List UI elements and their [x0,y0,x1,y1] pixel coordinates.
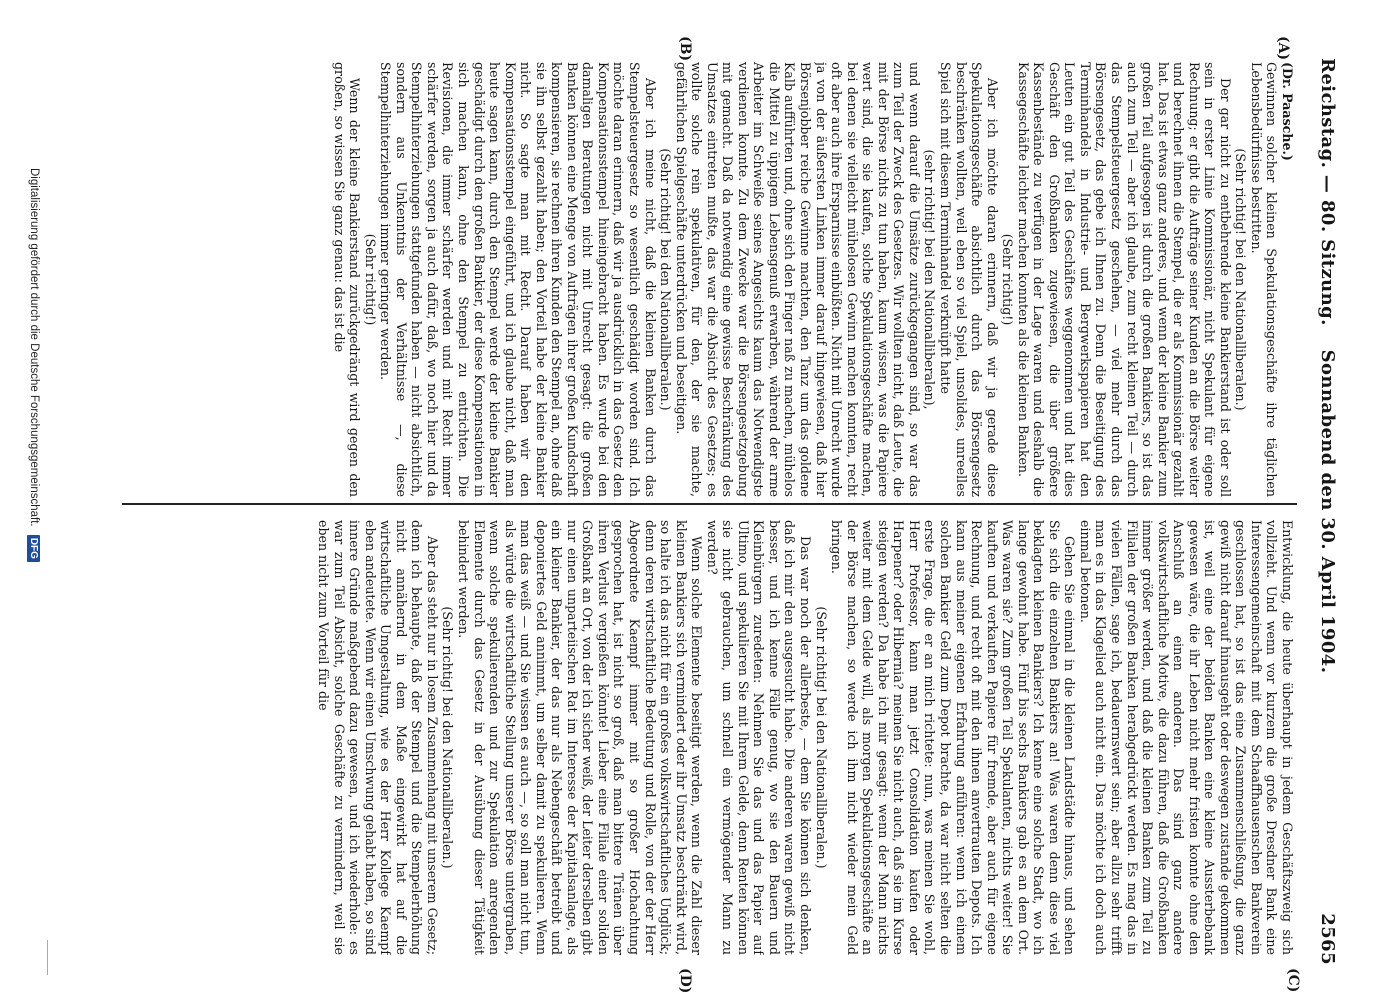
interjection: (Sehr richtig! bei den Nationalliberalen.) [1233,148,1249,411]
header-date: Sonnabend den 30. April 1904. [1317,349,1338,674]
paragraph: Gewinnen solcher kleinen Spekulationsgeschäfte ihre täglichen Lebensbedürfnisse bestritten. [1248,62,1280,497]
header-session: Reichstag. — 80. Sitzung. [1317,58,1338,326]
interjection: (Sehr richtig!) [1000,233,1016,326]
stamp-text: Digitalisierung gefördert durch die Deutsche Forschungsgemeinschaft. [28,168,40,527]
margin-letter-c: (C) [1285,968,1301,993]
right-text-column [115,520,1295,955]
margin-letter-a: (A) [1275,36,1291,61]
interjection: (Sehr richtig! bei den Nationalliberalen.) [440,606,456,869]
pencil-mark [47,940,48,975]
interjection: (sehr richtig! bei den Nationalliberalen), [922,149,938,410]
margin-letter-b: (B) [677,36,693,62]
interjection: (Sehr richtig!) [362,233,378,326]
paragraph: Aber ich meine nicht, daß die kleinen Banken durch das Stempelsteuergesetz so wesentlich geschädigt worden sind. Ich möchte daran erinnern, daß wir ja ausdrücklich in das Gesetz den Kompensationsstempel hineingebracht haben. Es wurde bei den damaligen Beratungen nicht mit Unrecht gesagt: die großen Banken können eine Menge von Aufträgen ihrer großen Kundschaft kompensieren, sie rechnen ihren Kunden den Stempel an, ohne daß sie ihn selbst gezahlt haben; den Vorteil habe der kleine Bankier nicht. So sagte man mit Recht. Darauf haben wir den Kompensationsstempel eingeführt, und ich glaube nicht, daß man heute sagen kann, durch den Stempel werde der kleine Bankier geschädigt durch den großen Bankier, der diese Kompensationen in sich machen kann, ohne den Stempel zu entrichten. Die Revisionen, die immer schärfer werden und mit Recht immer schärfer werden, sorgen ja auch dafür, daß, wo noch hier und da Stempelhinterziehungen stattgefunden haben — nicht absichtlich, sondern aus Unkenntnis der Verhältnisse —, diese Stempelhinterziehungen immer geringer werden. [378,62,658,497]
margin-letter-d: (D) [677,968,693,994]
speaker-label: (Dr. Paasche.) [1280,62,1295,161]
column-divider [122,503,1297,505]
left-text-column [115,62,1295,497]
dfg-logo: DFG [27,535,40,562]
paragraph: Gehen Sie einmal in die kleinen Landstädte hinaus, und sehen Sie sich die einzelnen Bankiers an! Was waren denn diese viel beklagten kleinen Bankiers? Ich kenne eine solche Stadt, wo ich lange gewohnt habe. Fünf bis sechs Bankiers gab es an dem Ort. Was waren sie? Zum großen Teil Spekulanten, nichts weiter! Sie kauften und verkauften Papiere für fremde, aber auch für eigene Rechnung, und recht oft mit den ihnen anvertrauten Depots. Ich kann aus meiner eigenen Erfahrung anführen: wenn ich einem solchen Bankier Geld zum Depot brachte, da war nicht selten die erste Frage, die er an mich richtete: nun, was meinen Sie wohl, Herr Professor, kann man jetzt Consolidation kaufen oder Harpener? oder Hibernia? meinen Sie nicht auch, daß sie im Kurse steigen werden? Da habe ich mir gesagt: wenn der Mann nichts weiter mit dem Gelde will, als morgen Spekulationsgeschäfte an der Börse machen, so werde ich ihm nicht wieder mein Geld bringen. [829,520,1078,955]
digitization-stamp [27,168,40,562]
paragraph: und wenn darauf die Umsätze zurückgegangen sind, so war das zum Teil der Zweck des Gesetzes. Wir wollten nicht, daß Leute, die mit der Börse nichts zu tun haben, kaum wissen, was die Papiere wert sind, die sie kaufen, solche Spekulationsgeschäfte machen, bei denen sie vielleicht mühelosen Gewinn machen konnten, recht oft aber auch ihre Ersparnisse einbüßten. Nicht mit Unrecht wurde ja von der äußersten Linken immer darauf hingewiesen, daß hier Börsenjobber reiche Gewinne machten, den Tanz um das goldene Kalb aufführten und, ohne sich den Finger naß zu machen, mühelos die Mittel zu üppigem Lebensgenuß erwarben, während der arme Arbeiter im Schweiße seines Angesichts kaum das Notwendigste verdienen konnte. Zu dem Zwecke war die Börsengesetzgebung mit gemacht. Daß da notwendig eine gewisse Beschränkung des Umsatzes eintreten mußte, das war die Absicht des Gesetzes; es wollte solche rein spekulativen, für den, der sie machte, gefährlichen Spielgeschäfte unterdrücken und beseitigen. [673,62,922,497]
page-number: 2565 [1317,913,1338,965]
interjection: (Sehr richtig! bei den Nationalliberalen.) [658,148,674,411]
paragraph: Das war noch der allerbeste, — dem Sie können sich denken, daß ich mir den ausgesucht habe. Die anderen waren gewiß nicht besser, und ich kenne Fälle genug, wo sie den Bauern und Kleinbürgern zuredeten: Nehmen Sie das und das Papier auf Ultimo, und spekulieren Sie mit Ihrem Gelde, denn Renten können sie nicht gebrauchen, um schnell ein vermögender Mann zu werden? [704,520,814,955]
paragraph: Entwicklung, die heute überhaupt in jedem Geschäftszweig sich vollzieht. Und wenn vor kurzem die große Dresdner Bank eine Interessengemeinschaft mit dem Schaaffhausenschen Bankverein geschlossen hat, so ist das eine Zusammenschließung, die ganz gewiß nicht darauf hinausgeht oder deswegen zustande gekommen ist, weil eine der beiden Banken eine kleine Aussterbebank gewesen wäre, die ihr Leben nicht mehr fristen konnte ohne den Anschluß an einen anderen. Das sind ganz andere volkswirtschaftliche Motive, die dazu führen, daß die Großbanken immer größer werden, und daß die kleinen Banken zum Teil zu Filialen der großen Banken herabgedrückt werden. Es mag das in vielen Fällen, sage ich, bedauernswert sein; aber allzu sehr trifft man es in das Klagelied auch nicht ein. Das möchte ich doch auch einmal betonen. [1077,520,1295,955]
paragraph: Aber das steht nur in losem Zusammenhang mit unserem Gesetz; denn ich behaupte, daß der Stempel und die Stempelerhöhung nicht annähernd in dem Maße eingewirkt hat auf die wirtschaftliche Umgestaltung, wie es der Herr Kollege Kaempf eben andeutete. Wenn wir einen Umschwung gehabt haben, so sind innere Gründe maßgebend dazu gewesen, und ich wiederhole: es war zum Teil Absicht, solche Geschäfte zu vermindern, weil sie eben nicht zum Vorteil für die [316,520,440,955]
paragraph: Wenn der kleine Bankierstand zurückgedrängt wird gegen den großen, so wissen Sie ganz genau: das ist die [331,62,363,497]
paragraph: Wenn solche Elemente beseitigt werden, wenn die Zahl dieser kleinen Bankiers sich vermindert oder ihr Umsatz beschränkt wird, so halte ich das nicht für ein großes volkswirtschaftliches Unglück; denn deren wirtschaftliche Bedeutung und Rolle, von der der Herr Abgeordnete Kaempf immer mit so großer Hochachtung gesprochen hat, ist nicht so groß, daß man bittere Tränen über ihren Verlust vergießen könnte! Lieber eine Filiale einer soliden Großbank an Ort, von der ich sicher weiß, der Leiter derselben gibt nur einen unparteiischen Rat im Interesse der Kapitalsanlage, als ein kleiner Bankier, der das nur als Nebengeschäft betreibt und deponiertes Geld annimmt, um selber damit zu spekulieren. Wenn man das weiß — und Sie wissen es auch —, so soll man nicht tun, als würde die wirtschaftliche Stellung unserer Börse untergraben, wenn solche spekulierenden und zur Spekulation anregenden Elemente durch das Gesetz in der Ausübung dieser Tätigkeit behindert werden. [456,520,705,955]
paragraph: Der gar nicht zu entbehrende kleine Bankierstand ist oder soll sein in erster Linie Kommissionär, nicht Spekulant für eigene Rechnung; er gibt die Aufträge seiner Kunden an die Börse weiter und berechnet ihnen die Stempel, die er als Kommissionär gezahlt hat. Das ist etwas ganz anderes, und wenn der kleine Bankier zum großen Teil aufgesogen ist durch die großen Bankiers, so ist das auch zum Teil — aber ich glaube, zum recht kleinen Teil — durch das Stempelsteuergesetz geschehen, — viel mehr durch das Börsengesetz, das gebe ich Ihnen zu. Denn die Beseitigung des Terminhandels in Industrie- und Bergwerkspapieren hat den Leuten ein gut Teil des Geschäftes weggenommen und hat dies Geschäft den Großbanken zugewiesen, die über größere Kassenbestände zu verfügen in der Lage waren und deshalb die Kassegeschäfte leichter machen konnten als die kleinen Banken. [1015,62,1233,497]
paragraph: Aber ich möchte daran erinnern, daß wir ja gerade diese Spekulationsgeschäfte absichtlich durch das Börsengesetz beschränken wollten, weil eben so viel Spiel, unsolides, unreelles Spiel sich mit diesem Terminhandel verknüpft hatte [937,62,1000,497]
page-header [1306,58,1338,965]
interjection: (Sehr richtig! bei den Nationalliberalen.) [813,606,829,869]
